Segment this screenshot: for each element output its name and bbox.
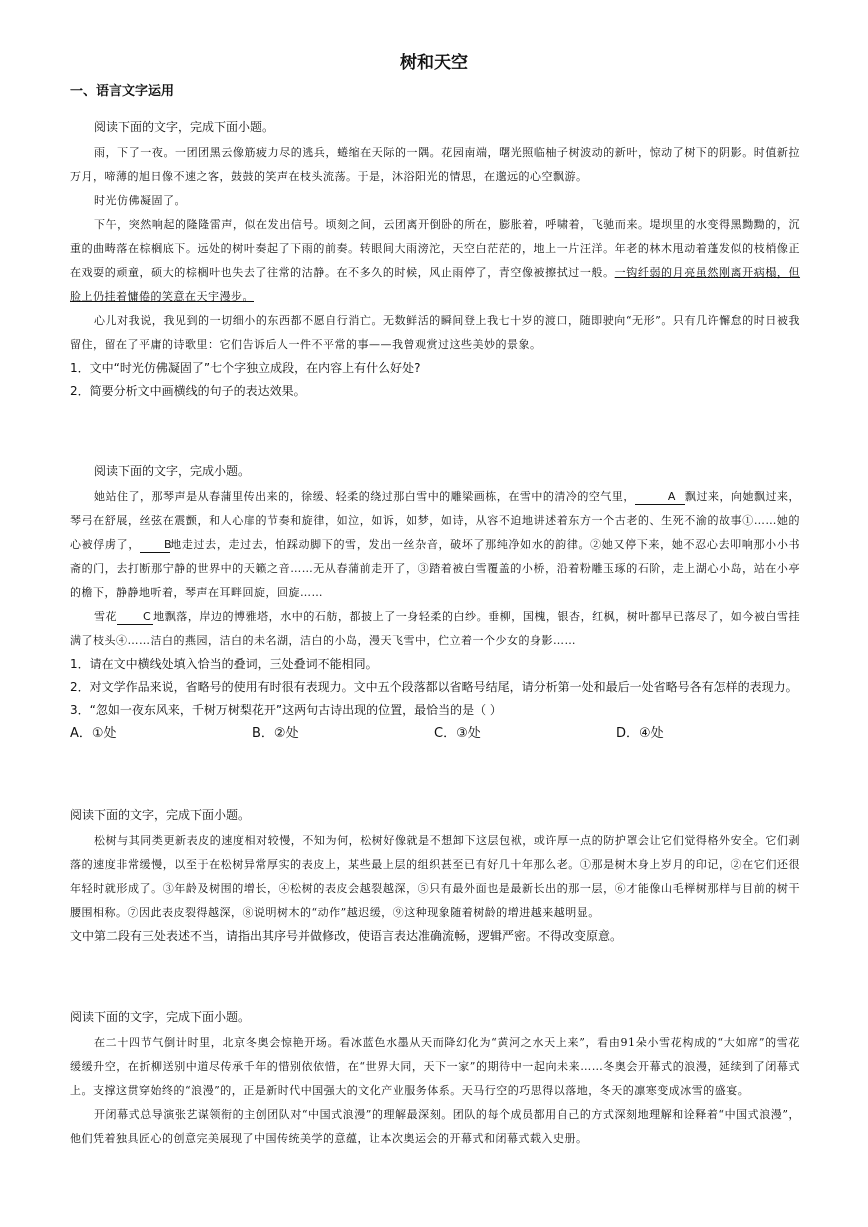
passage-3 (70, 806, 800, 948)
question-2-2: 2．对文学作品来说，省略号的使用有时很有表现力。文中五个段落都以省略号结尾，请分析第一处和最后一处省略号各有怎样的表现力。 (70, 680, 798, 694)
question-1-2: 2．简要分析文中画横线的句子的表达效果。 (70, 384, 306, 398)
passage-2-paragraph (70, 485, 800, 605)
passage-2-text: 地飘落，岸边的博雅塔，水中的石舫，都披上了一身轻柔的白纱。垂柳，国槐，银杏，红枫，树叶都早已落尽了，如今被白雪挂满了枝头④……洁白的燕园，洁白的未名湖，洁白的小岛，漫天飞雪中，伫立着一个少女的身影…… (70, 610, 801, 647)
passage-1-paragraph: 时光仿佛凝固了。 (94, 194, 186, 207)
option-d[interactable]: D．④处 (616, 726, 664, 741)
passage-4 (70, 1008, 800, 1151)
blank-b: B (140, 538, 170, 553)
passage-2 (70, 462, 800, 746)
passage-2-text: 她站住了，那琴声是从春蒲里传出来的，徐缓、轻柔的绕过那白雪中的雕梁画栋，在雪中的清冷的空气里， (94, 490, 635, 503)
passage-1-paragraph-text: 下午，突然响起的隆隆雷声，似在发出信号。顷刻之间，云团离开倒卧的所在，膨胀着，呼啸着，飞驰而来。堤坝里的水变得黑黝黝的，沉重的曲畴落在棕榈底下。远处的树叶奏起了下雨的前奏。转眼间大雨滂沱，天空白茫茫的，地上一片汪洋。年老的林木甩动着蓬发似的枝梢像正在戏耍的顽童，硕大的棕榈叶也失去了往常的沽静。在不多久的时候，风止雨停了，青空像被擦拭过一般。 (70, 218, 800, 279)
passage-2-text: 雪花 (94, 610, 118, 623)
question-1-1: 1．文中“时光仿佛凝固了”七个字独立成段，在内容上有什么好处? (70, 361, 421, 375)
passage-3-intro: 阅读下面的文字，完成下面小题。 (70, 808, 251, 822)
passage-1-paragraph: 心儿对我说，我见到的一切细小的东西都不愿自行消亡。无数鲜活的瞬间登上我七十岁的渡口，随即驶向“无形”。只有几许懈怠的时日被我留住，留在了平庸的诗歌里：它们告诉后人一件不平常的事——我曾观赏过这些美妙的景象。 (70, 314, 800, 351)
underlined-sentence: 一钩纤弱的月亮虽然刚离开病榻，但脸上仍挂着慵倦的笑意在天宇漫步。 (70, 266, 801, 303)
page-title: 树和天空 (400, 53, 468, 73)
passage-2-text: 飘过来，向她飘过来，琴弓在舒展，丝弦在震颤，和人心扉的节奏和旋律，如泣，如诉，如梦，如诗，从容不迫地讲述着东方一个古老的、生死不渝的故事①……她的心被俘虏了， (70, 490, 801, 551)
section-heading: 一、语言文字运用 (70, 84, 175, 99)
passage-4-paragraph: 在二十四节气倒计时里，北京冬奥会惊艳开场。看冰蓝色水墨从天而降幻化为“黄河之水天上来”，看由91朵小雪花构成的“大如席”的雪花缓缓升空，在折柳送别中道尽传承千年的惜别依依惜，在“世界大同，天下一家”的期待中一起向未来……冬奥会开幕式的浪漫，延续到了闭幕式上。支撑这贯穿始终的“浪漫”的，正是新时代中国强大的文化产业服务体系。天马行空的巧思得以落地，冬天的凛寒变成冰雪的盛宴。 (70, 1036, 800, 1097)
passage-3-paragraph: 松树与其同类更新表皮的速度相对较慢，不知为何，松树好像就是不想卸下这层包袱，或许厚一点的防护罩会让它们觉得格外安全。它们剥落的速度非常缓慢，以至于在松树异常厚实的表皮上，某些最上层的组织甚至已有好几十年那么老。①那是树木身上岁月的印记，②在它们还很年轻时就形成了。③年龄及树围的增长，④松树的表皮会越裂越深，⑤只有最外面也是最新长出的那一层，⑥才能像山毛榉树那样与目前的树干腰围相称。⑦因此表皮裂得越深，⑧说明树木的“动作”越迟缓，⑨这种现象随着树龄的增进越来越明显。 (70, 834, 800, 919)
passage-1-intro: 阅读下面的文字，完成下面小题。 (94, 120, 275, 134)
blank-c: C (117, 610, 153, 625)
option-c[interactable]: C．③处 (434, 726, 481, 741)
passage-4-intro: 阅读下面的文字，完成下面小题。 (70, 1010, 251, 1024)
passage-4-paragraph: 开闭幕式总导演张艺谋领衔的主创团队对“中国式浪漫”的理解最深刻。团队的每个成员都用自己的方式深刻地理解和诠释着“中国式浪漫”，他们凭着独具匠心的创意完美展现了中国传统美学的意蕴，让本次奥运会的开幕式和闭幕式载入史册。 (70, 1108, 800, 1145)
option-a[interactable]: A．①处 (70, 726, 117, 741)
question-2-1: 1．请在文中横线处填入恰当的叠词，三处叠词不能相同。 (70, 657, 378, 671)
answer-options (70, 722, 800, 746)
passage-2-intro: 阅读下面的文字，完成小题。 (94, 464, 251, 478)
passage-2-text: 地走过去，走过去，怕踩动脚下的雪，发出一丝杂音，破坏了那纯净如水的韵律。②她又停下来，她不忍心去叩响那小小书斋的门，去打断那宁静的世界中的天籁之音……无从春蒲前走开了，③踏着被白雪覆盖的小桥，沿着粉雕玉琢的石阶，走上湖心小岛，站在小亭的檐下，静静地听着，琴声在耳畔回旋，回旋…… (70, 538, 800, 599)
blank-a: A (635, 490, 685, 505)
question-2-3: 3．“忽如一夜东风来，千树万树梨花开”这两句古诗出现的位置，最恰当的是（ ） (70, 703, 502, 717)
passage-1-paragraph (70, 213, 800, 309)
passage-2-paragraph (70, 605, 800, 653)
passage-1-paragraph: 雨，下了一夜。一团团黑云像筋疲力尽的逃兵，蜷缩在天际的一隅。花园南端，曙光照临柚子树波动的新叶，惊动了树下的阴影。时值新拉万月，啼薄的旭日像不速之客，鼓鼓的笑声在枝头流荡。于是，沐浴阳光的情思，在邈远的心空飘游。 (70, 146, 800, 183)
passage-1 (70, 118, 800, 403)
option-b[interactable]: B．②处 (252, 726, 299, 741)
question-3-1: 文中第二段有三处表述不当，请指出其序号并做修改，使语言表达准确流畅，逻辑严密。不得改变原意。 (70, 929, 623, 943)
